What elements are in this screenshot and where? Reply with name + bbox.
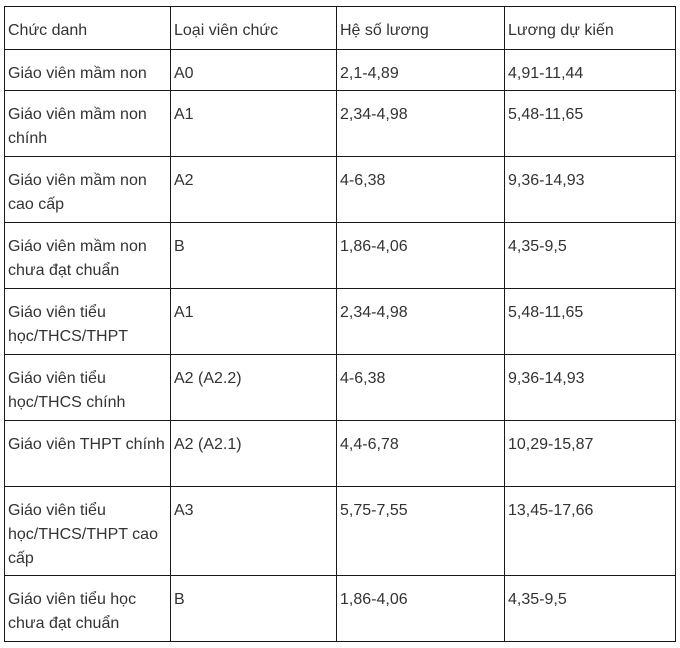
table-header-row — [5, 7, 676, 50]
table-row — [5, 91, 676, 157]
table-row — [5, 50, 676, 91]
cell-type: A2 (A2.2) — [171, 355, 337, 421]
cell-coefficient: 4,4-6,78 — [337, 421, 505, 487]
cell-coefficient: 4-6,38 — [337, 157, 505, 223]
cell-salary: 9,36-14,93 — [505, 157, 676, 223]
cell-salary: 5,48-11,65 — [505, 289, 676, 355]
header-cell-type: Loại viên chức — [171, 7, 337, 50]
cell-title: Giáo viên THPT chính — [5, 421, 171, 487]
cell-salary: 5,48-11,65 — [505, 91, 676, 157]
cell-title: Giáo viên mầm non chính — [5, 91, 171, 157]
table-row — [5, 223, 676, 289]
cell-type: A0 — [171, 50, 337, 91]
cell-coefficient: 2,34-4,98 — [337, 289, 505, 355]
table-row — [5, 157, 676, 223]
cell-salary: 9,36-14,93 — [505, 355, 676, 421]
header-cell-salary: Lương dự kiến — [505, 7, 676, 50]
cell-type: A1 — [171, 289, 337, 355]
header-cell-coefficient: Hệ số lương — [337, 7, 505, 50]
cell-type: B — [171, 576, 337, 642]
cell-coefficient: 4-6,38 — [337, 355, 505, 421]
cell-coefficient: 5,75-7,55 — [337, 487, 505, 576]
salary-table — [4, 6, 676, 642]
table-row — [5, 576, 676, 642]
cell-salary: 4,91-11,44 — [505, 50, 676, 91]
cell-type: A2 — [171, 157, 337, 223]
cell-salary: 4,35-9,5 — [505, 576, 676, 642]
cell-type: A3 — [171, 487, 337, 576]
header-cell-title: Chức danh — [5, 7, 171, 50]
cell-title: Giáo viên tiểu học/THCS/THPT — [5, 289, 171, 355]
cell-coefficient: 1,86-4,06 — [337, 223, 505, 289]
cell-coefficient: 2,1-4,89 — [337, 50, 505, 91]
table-row — [5, 421, 676, 487]
cell-type: A2 (A2.1) — [171, 421, 337, 487]
cell-title: Giáo viên tiểu học chưa đạt chuẩn — [5, 576, 171, 642]
cell-type: B — [171, 223, 337, 289]
table-row — [5, 289, 676, 355]
cell-title: Giáo viên tiểu học/THCS chính — [5, 355, 171, 421]
cell-salary: 4,35-9,5 — [505, 223, 676, 289]
cell-coefficient: 1,86-4,06 — [337, 576, 505, 642]
cell-salary: 10,29-15,87 — [505, 421, 676, 487]
cell-title: Giáo viên mầm non — [5, 50, 171, 91]
table-row — [5, 355, 676, 421]
cell-coefficient: 2,34-4,98 — [337, 91, 505, 157]
salary-table-container — [4, 6, 676, 642]
cell-title: Giáo viên mầm non chưa đạt chuẩn — [5, 223, 171, 289]
cell-title: Giáo viên tiểu học/THCS/THPT cao cấp — [5, 487, 171, 576]
cell-salary: 13,45-17,66 — [505, 487, 676, 576]
cell-type: A1 — [171, 91, 337, 157]
cell-title: Giáo viên mầm non cao cấp — [5, 157, 171, 223]
table-row — [5, 487, 676, 576]
